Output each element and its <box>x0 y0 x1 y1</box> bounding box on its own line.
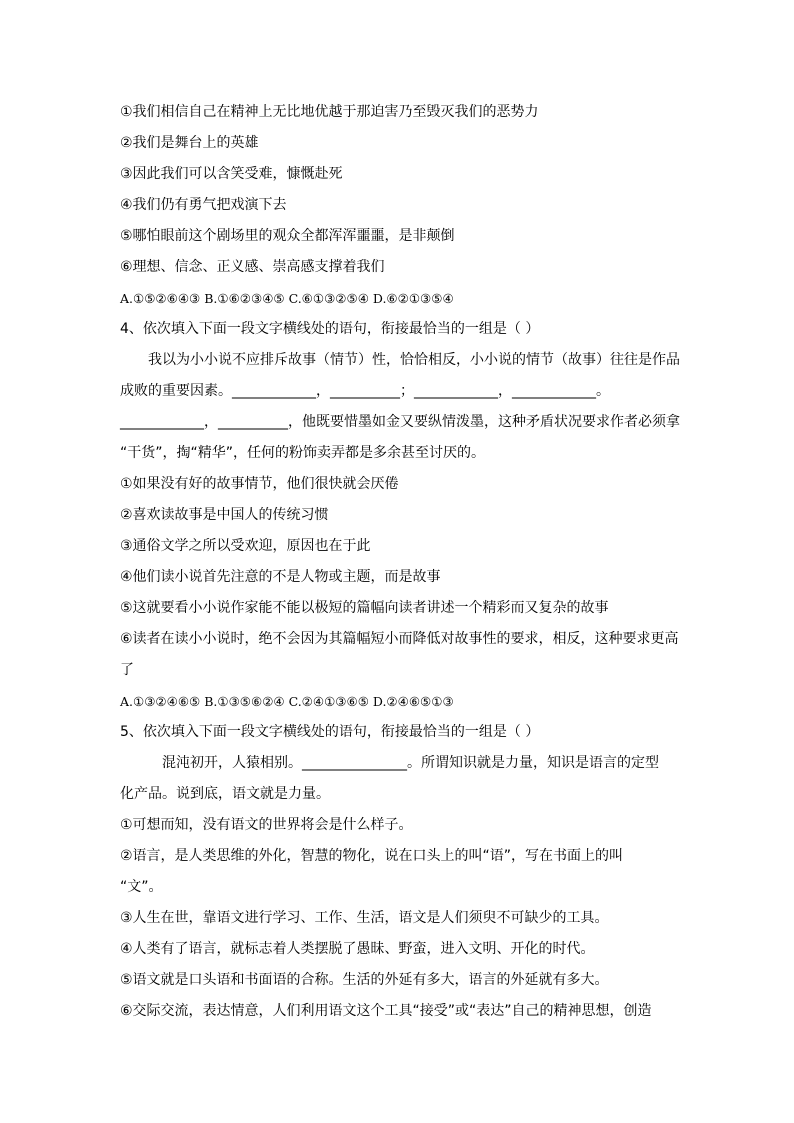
q5-passage-line-2: 化产品。说到底，语文就是力量。 <box>120 786 330 802</box>
q5-passage-line-1: 混沌初开，人猿相别。_______________。所谓知识就是力量，知识是语言的定型 <box>162 755 659 771</box>
q5-option-2: ②语言，是人类思维的外化，智慧的物化，说在口头上的叫“语”，写在书面上的叫 <box>120 848 624 864</box>
q3-option-6: ⑥理想、信念、正义感、崇高感支撑着我们 <box>120 259 385 275</box>
q5-option-3: ③人生在世，靠语文进行学习、工作、生活，语文是人们须臾不可缺少的工具。 <box>120 910 609 926</box>
q4-passage-line-1: 我以为小小说不应排斥故事（情节）性，恰恰相反，小小说的情节（故事）往往是作品 <box>148 352 680 368</box>
q5-option-2-continued: “文”。 <box>120 879 163 895</box>
q3-option-4: ④我们仍有勇气把戏演下去 <box>120 197 287 213</box>
q4-passage-line-4: “干货”，掏“精华”，任何的粉饰卖弄都是多余甚至讨厌的。 <box>120 445 486 461</box>
q3-option-2: ②我们是舞台上的英雄 <box>120 135 259 151</box>
q3-option-5: ⑤哪怕眼前这个剧场里的观众全都浑浑噩噩，是非颠倒 <box>120 228 455 244</box>
q5-option-6: ⑥交际交流，表达情意，人们利用语文这个工具“接受”或“表达”自己的精神思想，创造 <box>120 1003 652 1019</box>
q3-option-1: ①我们相信自己在精神上无比地优越于那迫害乃至毁灭我们的恶势力 <box>120 104 539 120</box>
q5-option-4: ④人类有了语言，就标志着人类摆脱了愚昧、野蛮，进入文明、开化的时代。 <box>120 941 595 957</box>
q4-option-2: ②喜欢读故事是中国人的传统习惯 <box>120 507 329 523</box>
q3-option-3: ③因此我们可以含笑受难，慷慨赴死 <box>120 166 343 182</box>
document-body <box>120 97 680 1027</box>
q4-question: 4、依次填入下面一段文字横线处的语句，衔接最恰当的一组是（ ） <box>120 321 540 337</box>
q4-option-3: ③通俗文学之所以受欢迎，原因也在于此 <box>120 538 371 554</box>
q4-option-4: ④他们读小说首先注意的不是人物或主题，而是故事 <box>120 569 441 585</box>
q4-option-6: ⑥读者在读小小说时，绝不会因为其篇幅短小而降低对故事性的要求，相反，这种要求更高 <box>120 631 679 647</box>
q4-option-1: ①如果没有好的故事情节，他们很快就会厌倦 <box>120 476 399 492</box>
q4-passage-line-2: 成败的重要因素。____________，__________；____________，____________。 <box>120 383 610 399</box>
q4-answer-choices: A.①③②④⑥⑤ B.①③⑤⑥②④ C.②④①③⑥⑤ D.②④⑥⑤①③ <box>120 694 454 709</box>
q4-passage-line-3: ____________，__________，他既要惜墨如金又要纵情泼墨，这种矛盾状况要求作者必须拿 <box>120 414 680 430</box>
q5-question: 5、依次填入下面一段文字横线处的语句，衔接最恰当的一组是（ ） <box>120 724 540 740</box>
q4-option-5: ⑤这就要看小小说作家能不能以极短的篇幅向读者讲述一个精彩而又复杂的故事 <box>120 600 609 616</box>
q5-option-1: ①可想而知，没有语文的世界将会是什么样子。 <box>120 817 413 833</box>
q5-option-5: ⑤语文就是口头语和书面语的合称。生活的外延有多大，语言的外延就有多大。 <box>120 972 609 988</box>
q4-option-6-continued: 了 <box>120 662 134 678</box>
q3-answer-choices: A.①⑤②⑥④③ B.①⑥②③④⑤ C.⑥①③②⑤④ D.⑥②①③⑤④ <box>120 291 454 306</box>
